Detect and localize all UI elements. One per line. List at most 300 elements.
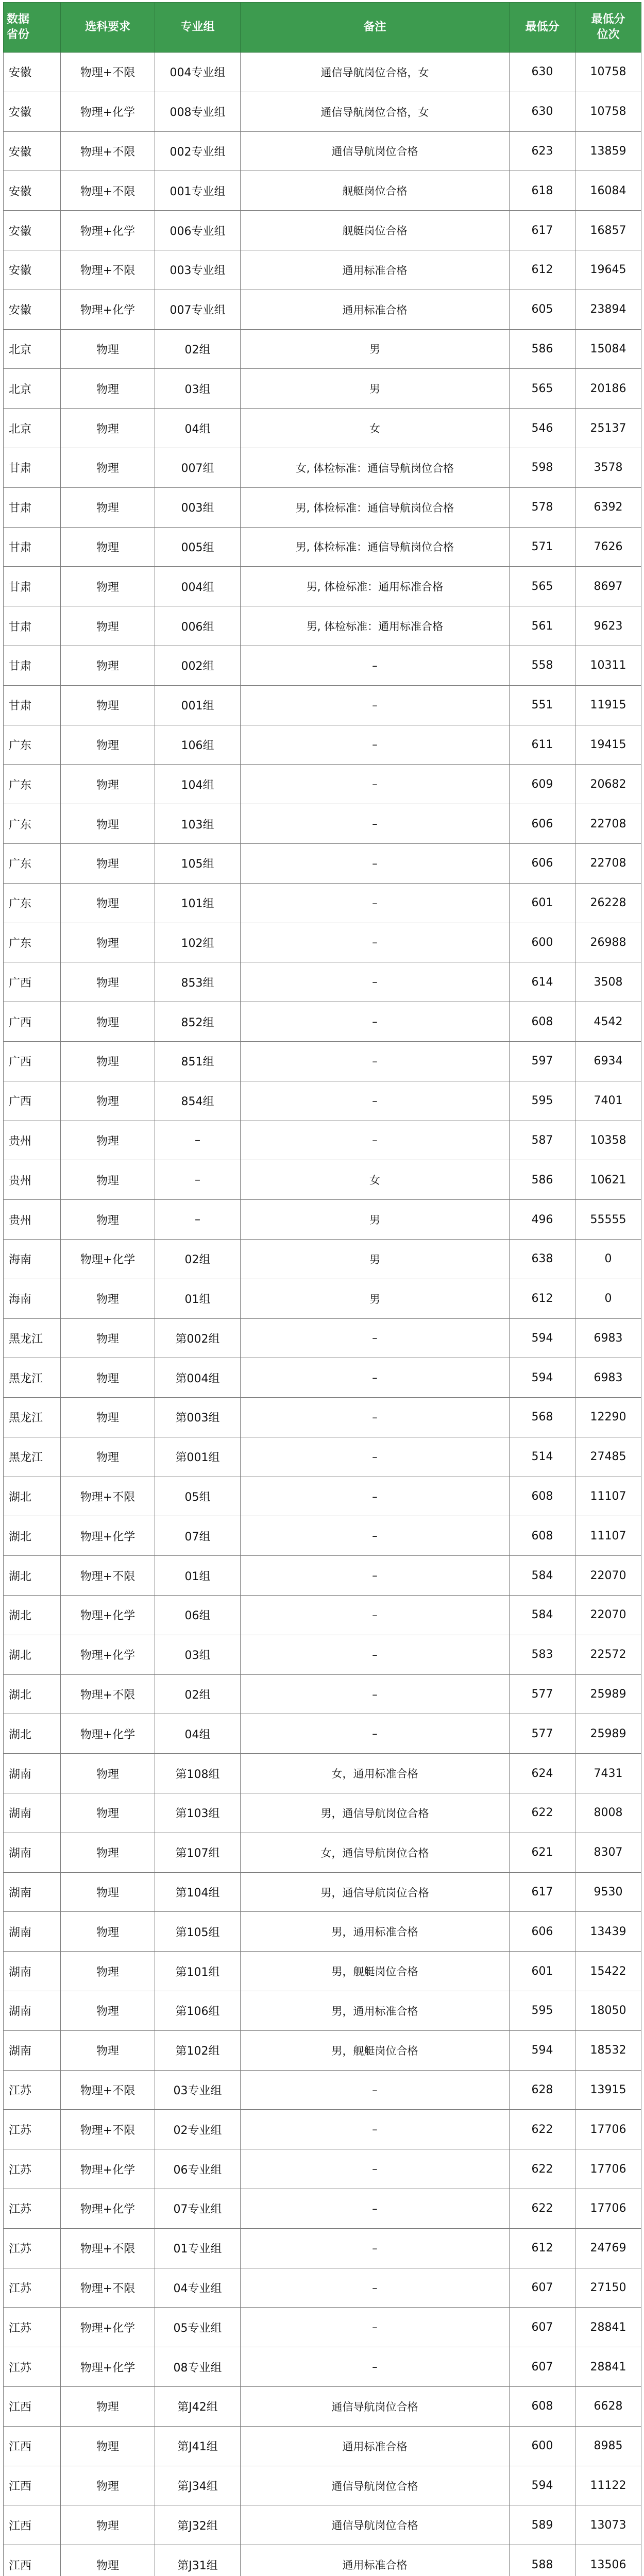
cell-min-score: 608 xyxy=(510,1516,575,1556)
cell-min-score: 630 xyxy=(510,92,575,131)
cell-group: 103组 xyxy=(155,804,241,844)
cell-group: 03组 xyxy=(155,1635,241,1674)
cell-min-score: 621 xyxy=(510,1833,575,1872)
cell-note: – xyxy=(241,883,510,923)
cell-subject: 物理 xyxy=(61,2030,155,2070)
cell-subject: 物理+化学 xyxy=(61,1239,155,1279)
table-row xyxy=(4,369,641,409)
cell-note: 女, 体检标准：通信导航岗位合格 xyxy=(241,448,510,487)
cell-min-rank: 13506 xyxy=(575,2545,641,2576)
cell-subject: 物理 xyxy=(61,2545,155,2576)
cell-subject: 物理+不限 xyxy=(61,53,155,92)
cell-note: 通信导航岗位合格，女 xyxy=(241,92,510,131)
cell-min-rank: 6392 xyxy=(575,487,641,527)
cell-subject: 物理 xyxy=(61,1279,155,1318)
cell-note: 男 xyxy=(241,1239,510,1279)
cell-min-rank: 7401 xyxy=(575,1081,641,1121)
table-row xyxy=(4,1556,641,1596)
cell-group: 第106组 xyxy=(155,1991,241,2031)
table-row xyxy=(4,329,641,369)
cell-min-rank: 24769 xyxy=(575,2228,641,2268)
cell-province: 北京 xyxy=(4,369,61,409)
cell-subject: 物理+不限 xyxy=(61,1674,155,1714)
cell-note: 通信导航岗位合格 xyxy=(241,2505,510,2545)
cell-note: 男，通信导航岗位合格 xyxy=(241,1872,510,1912)
cell-province: 广东 xyxy=(4,843,61,883)
cell-subject: 物理 xyxy=(61,725,155,765)
cell-min-rank: 18050 xyxy=(575,1991,641,2031)
cell-note: – xyxy=(241,1318,510,1358)
cell-subject: 物理 xyxy=(61,567,155,606)
cell-group: 01组 xyxy=(155,1556,241,1596)
cell-province: 湖北 xyxy=(4,1477,61,1516)
cell-min-score: 586 xyxy=(510,1160,575,1200)
cell-min-score: 605 xyxy=(510,290,575,329)
cell-min-rank: 7431 xyxy=(575,1754,641,1793)
cell-note: – xyxy=(241,2268,510,2308)
table-row xyxy=(4,409,641,448)
cell-min-score: 638 xyxy=(510,1239,575,1279)
cell-province: 广西 xyxy=(4,1041,61,1081)
cell-group: 02专业组 xyxy=(155,2110,241,2149)
cell-province: 湖北 xyxy=(4,1714,61,1754)
cell-subject: 物理 xyxy=(61,2466,155,2505)
cell-note: 通信导航岗位合格 xyxy=(241,2387,510,2427)
cell-min-rank: 20186 xyxy=(575,369,641,409)
cell-note: 男 xyxy=(241,1200,510,1240)
cell-group: – xyxy=(155,1200,241,1240)
cell-group: 03专业组 xyxy=(155,2070,241,2110)
cell-group: 第J31组 xyxy=(155,2545,241,2576)
cell-group: 006组 xyxy=(155,606,241,646)
cell-min-rank: 10358 xyxy=(575,1121,641,1160)
cell-min-rank: 6934 xyxy=(575,1041,641,1081)
cell-province: 广西 xyxy=(4,1081,61,1121)
cell-min-score: 606 xyxy=(510,843,575,883)
cell-province: 甘肃 xyxy=(4,646,61,685)
cell-note: – xyxy=(241,923,510,962)
cell-group: 004专业组 xyxy=(155,53,241,92)
cell-subject: 物理 xyxy=(61,843,155,883)
cell-province: 江西 xyxy=(4,2466,61,2505)
cell-group: 002专业组 xyxy=(155,131,241,171)
cell-min-rank: 22708 xyxy=(575,804,641,844)
cell-note: 男, 体检标准：通信导航岗位合格 xyxy=(241,527,510,567)
cell-note: – xyxy=(241,685,510,725)
cell-min-score: 600 xyxy=(510,923,575,962)
table-row xyxy=(4,1239,641,1279)
cell-min-rank: 17706 xyxy=(575,2110,641,2149)
cell-group: 第J34组 xyxy=(155,2466,241,2505)
cell-subject: 物理 xyxy=(61,1200,155,1240)
cell-subject: 物理+化学 xyxy=(61,2189,155,2229)
header-row xyxy=(4,3,641,53)
cell-min-rank: 8008 xyxy=(575,1793,641,1833)
table-row xyxy=(4,804,641,844)
cell-province: 北京 xyxy=(4,329,61,369)
cell-subject: 物理+不限 xyxy=(61,2268,155,2308)
cell-min-score: 546 xyxy=(510,409,575,448)
cell-group: 105组 xyxy=(155,843,241,883)
cell-min-rank: 3578 xyxy=(575,448,641,487)
cell-min-rank: 8697 xyxy=(575,567,641,606)
cell-min-score: 600 xyxy=(510,2426,575,2466)
cell-min-rank: 11122 xyxy=(575,2466,641,2505)
cell-min-rank: 0 xyxy=(575,1279,641,1318)
cell-province: 江西 xyxy=(4,2387,61,2427)
cell-note: – xyxy=(241,2149,510,2189)
cell-min-score: 608 xyxy=(510,1477,575,1516)
cell-province: 黑龙江 xyxy=(4,1398,61,1437)
cell-subject: 物理+不限 xyxy=(61,1556,155,1596)
cell-subject: 物理 xyxy=(61,1912,155,1952)
cell-min-rank: 25989 xyxy=(575,1714,641,1754)
cell-province: 安徽 xyxy=(4,290,61,329)
table-row xyxy=(4,1754,641,1793)
cell-min-rank: 8307 xyxy=(575,1833,641,1872)
cell-subject: 物理 xyxy=(61,329,155,369)
cell-group: 06专业组 xyxy=(155,2149,241,2189)
table-row xyxy=(4,53,641,92)
cell-min-score: 571 xyxy=(510,527,575,567)
cell-group: 05组 xyxy=(155,1477,241,1516)
admission-score-table xyxy=(3,2,641,2576)
cell-note: 通信导航岗位合格 xyxy=(241,131,510,171)
cell-min-score: 630 xyxy=(510,53,575,92)
cell-min-rank: 27150 xyxy=(575,2268,641,2308)
table-row xyxy=(4,487,641,527)
cell-min-rank: 11107 xyxy=(575,1477,641,1516)
cell-subject: 物理 xyxy=(61,606,155,646)
cell-province: 安徽 xyxy=(4,211,61,250)
cell-group: 第108组 xyxy=(155,1754,241,1793)
cell-note: 男，通用标准合格 xyxy=(241,1991,510,2031)
table-row xyxy=(4,2545,641,2576)
cell-subject: 物理+不限 xyxy=(61,1477,155,1516)
cell-group: 02组 xyxy=(155,1239,241,1279)
table-row xyxy=(4,1477,641,1516)
table-row xyxy=(4,211,641,250)
cell-province: 江苏 xyxy=(4,2110,61,2149)
cell-note: – xyxy=(241,1002,510,1042)
cell-min-score: 622 xyxy=(510,2189,575,2229)
cell-province: 湖北 xyxy=(4,1635,61,1674)
table-row xyxy=(4,883,641,923)
cell-province: 北京 xyxy=(4,409,61,448)
cell-min-score: 496 xyxy=(510,1200,575,1240)
table-row xyxy=(4,685,641,725)
cell-province: 安徽 xyxy=(4,250,61,290)
cell-province: 湖南 xyxy=(4,2030,61,2070)
cell-note: – xyxy=(241,1121,510,1160)
cell-min-score: 608 xyxy=(510,1002,575,1042)
cell-note: – xyxy=(241,646,510,685)
cell-note: 男，通信导航岗位合格 xyxy=(241,1793,510,1833)
table-row xyxy=(4,1279,641,1318)
header-subject-requirement: 选科要求 xyxy=(61,3,155,53)
cell-subject: 物理 xyxy=(61,962,155,1002)
cell-subject: 物理 xyxy=(61,2387,155,2427)
cell-province: 江西 xyxy=(4,2426,61,2466)
cell-group: 003专业组 xyxy=(155,250,241,290)
cell-subject: 物理 xyxy=(61,646,155,685)
cell-note: – xyxy=(241,2347,510,2387)
cell-min-rank: 17706 xyxy=(575,2189,641,2229)
cell-group: 第107组 xyxy=(155,1833,241,1872)
cell-subject: 物理+化学 xyxy=(61,2308,155,2347)
cell-note: – xyxy=(241,2189,510,2229)
cell-min-rank: 6628 xyxy=(575,2387,641,2427)
cell-group: 001组 xyxy=(155,685,241,725)
cell-province: 贵州 xyxy=(4,1121,61,1160)
cell-subject: 物理+化学 xyxy=(61,1714,155,1754)
cell-province: 安徽 xyxy=(4,131,61,171)
table-row xyxy=(4,765,641,804)
table-row xyxy=(4,448,641,487)
cell-note: 男，通用标准合格 xyxy=(241,1912,510,1952)
cell-min-rank: 16084 xyxy=(575,171,641,211)
cell-subject: 物理+不限 xyxy=(61,171,155,211)
cell-min-rank: 27485 xyxy=(575,1437,641,1477)
cell-min-rank: 9530 xyxy=(575,1872,641,1912)
table-row xyxy=(4,843,641,883)
cell-note: – xyxy=(241,1398,510,1437)
cell-subject: 物理 xyxy=(61,923,155,962)
cell-min-rank: 8985 xyxy=(575,2426,641,2466)
cell-note: – xyxy=(241,1437,510,1477)
cell-note: 男，舰艇岗位合格 xyxy=(241,2030,510,2070)
cell-min-rank: 13439 xyxy=(575,1912,641,1952)
table-row xyxy=(4,2030,641,2070)
cell-min-score: 609 xyxy=(510,765,575,804)
cell-province: 江西 xyxy=(4,2545,61,2576)
cell-province: 江苏 xyxy=(4,2149,61,2189)
cell-province: 湖南 xyxy=(4,1872,61,1912)
cell-province: 甘肃 xyxy=(4,448,61,487)
cell-subject: 物理 xyxy=(61,1160,155,1200)
cell-min-rank: 25137 xyxy=(575,409,641,448)
cell-province: 湖南 xyxy=(4,1754,61,1793)
cell-province: 广东 xyxy=(4,923,61,962)
cell-province: 湖南 xyxy=(4,1793,61,1833)
cell-min-rank: 25989 xyxy=(575,1674,641,1714)
cell-note: 通用标准合格 xyxy=(241,290,510,329)
cell-note: 通用标准合格 xyxy=(241,2426,510,2466)
table-row xyxy=(4,2426,641,2466)
cell-min-rank: 22070 xyxy=(575,1556,641,1596)
cell-note: 舰艇岗位合格 xyxy=(241,211,510,250)
table-row xyxy=(4,2189,641,2229)
cell-note: 男, 体检标准：通信导航岗位合格 xyxy=(241,487,510,527)
cell-province: 安徽 xyxy=(4,53,61,92)
cell-group: 07专业组 xyxy=(155,2189,241,2229)
cell-min-rank: 3508 xyxy=(575,962,641,1002)
table-row xyxy=(4,1635,641,1674)
cell-min-rank: 19645 xyxy=(575,250,641,290)
cell-province: 甘肃 xyxy=(4,567,61,606)
table-row xyxy=(4,2110,641,2149)
cell-min-rank: 17706 xyxy=(575,2149,641,2189)
cell-group: – xyxy=(155,1121,241,1160)
cell-note: 通用标准合格 xyxy=(241,2545,510,2576)
table-row xyxy=(4,2228,641,2268)
header-major-group: 专业组 xyxy=(155,3,241,53)
table-row xyxy=(4,1081,641,1121)
cell-province: 甘肃 xyxy=(4,685,61,725)
cell-min-score: 606 xyxy=(510,804,575,844)
table-row xyxy=(4,962,641,1002)
cell-province: 贵州 xyxy=(4,1200,61,1240)
cell-min-score: 617 xyxy=(510,1872,575,1912)
table-row xyxy=(4,1318,641,1358)
cell-note: 男 xyxy=(241,1279,510,1318)
cell-min-rank: 12290 xyxy=(575,1398,641,1437)
cell-min-score: 622 xyxy=(510,1793,575,1833)
cell-subject: 物理 xyxy=(61,1872,155,1912)
cell-min-rank: 11915 xyxy=(575,685,641,725)
cell-min-rank: 6983 xyxy=(575,1358,641,1398)
table-row xyxy=(4,250,641,290)
cell-province: 湖北 xyxy=(4,1516,61,1556)
table-row xyxy=(4,1793,641,1833)
table-row xyxy=(4,2466,641,2505)
cell-note: 舰艇岗位合格 xyxy=(241,171,510,211)
cell-subject: 物理 xyxy=(61,1793,155,1833)
cell-subject: 物理 xyxy=(61,2505,155,2545)
cell-province: 安徽 xyxy=(4,92,61,131)
cell-min-rank: 9623 xyxy=(575,606,641,646)
cell-subject: 物理+化学 xyxy=(61,2347,155,2387)
cell-group: 第103组 xyxy=(155,1793,241,1833)
cell-group: 07组 xyxy=(155,1516,241,1556)
cell-group: 01专业组 xyxy=(155,2228,241,2268)
table-row xyxy=(4,1200,641,1240)
cell-note: – xyxy=(241,1556,510,1596)
cell-group: 第J32组 xyxy=(155,2505,241,2545)
cell-min-score: 578 xyxy=(510,487,575,527)
table-row xyxy=(4,1160,641,1200)
table-row xyxy=(4,1912,641,1952)
cell-subject: 物理+化学 xyxy=(61,92,155,131)
cell-subject: 物理+化学 xyxy=(61,290,155,329)
cell-province: 湖南 xyxy=(4,1912,61,1952)
table-row xyxy=(4,2308,641,2347)
cell-min-rank: 13915 xyxy=(575,2070,641,2110)
cell-group: 06组 xyxy=(155,1596,241,1635)
cell-min-rank: 22708 xyxy=(575,843,641,883)
cell-group: 第001组 xyxy=(155,1437,241,1477)
cell-subject: 物理 xyxy=(61,883,155,923)
table-row xyxy=(4,1002,641,1042)
cell-min-rank: 15084 xyxy=(575,329,641,369)
cell-province: 贵州 xyxy=(4,1160,61,1200)
cell-min-score: 597 xyxy=(510,1041,575,1081)
cell-note: – xyxy=(241,1596,510,1635)
cell-subject: 物理+化学 xyxy=(61,1635,155,1674)
cell-min-score: 614 xyxy=(510,962,575,1002)
cell-min-rank: 4542 xyxy=(575,1002,641,1042)
table-row xyxy=(4,2387,641,2427)
cell-min-score: 612 xyxy=(510,2228,575,2268)
cell-group: 102组 xyxy=(155,923,241,962)
cell-min-score: 594 xyxy=(510,2466,575,2505)
cell-note: – xyxy=(241,804,510,844)
cell-min-score: 583 xyxy=(510,1635,575,1674)
table-row xyxy=(4,2268,641,2308)
cell-min-rank: 18532 xyxy=(575,2030,641,2070)
cell-min-score: 628 xyxy=(510,2070,575,2110)
cell-min-score: 584 xyxy=(510,1556,575,1596)
header-province: 数据 省份 xyxy=(4,3,61,53)
cell-min-rank: 22070 xyxy=(575,1596,641,1635)
cell-group: 第102组 xyxy=(155,2030,241,2070)
table-row xyxy=(4,567,641,606)
cell-min-rank: 16857 xyxy=(575,211,641,250)
cell-group: 05专业组 xyxy=(155,2308,241,2347)
cell-min-score: 589 xyxy=(510,2505,575,2545)
cell-subject: 物理 xyxy=(61,685,155,725)
cell-note: 女 xyxy=(241,409,510,448)
cell-min-score: 617 xyxy=(510,211,575,250)
cell-min-score: 588 xyxy=(510,2545,575,2576)
cell-subject: 物理 xyxy=(61,1002,155,1042)
table-row xyxy=(4,725,641,765)
table-row xyxy=(4,1516,641,1556)
table-row xyxy=(4,2347,641,2387)
cell-min-score: 612 xyxy=(510,1279,575,1318)
table-row xyxy=(4,1952,641,1991)
table-row xyxy=(4,1437,641,1477)
cell-province: 江西 xyxy=(4,2505,61,2545)
cell-min-score: 551 xyxy=(510,685,575,725)
cell-province: 海南 xyxy=(4,1239,61,1279)
cell-min-rank: 13073 xyxy=(575,2505,641,2545)
table-row xyxy=(4,1121,641,1160)
cell-group: 第104组 xyxy=(155,1872,241,1912)
table-row xyxy=(4,1358,641,1398)
cell-min-score: 608 xyxy=(510,2387,575,2427)
cell-group: 第J42组 xyxy=(155,2387,241,2427)
table-row xyxy=(4,2070,641,2110)
cell-min-rank: 13859 xyxy=(575,131,641,171)
cell-subject: 物理 xyxy=(61,1833,155,1872)
cell-province: 江苏 xyxy=(4,2308,61,2347)
cell-subject: 物理+不限 xyxy=(61,131,155,171)
cell-subject: 物理+不限 xyxy=(61,2070,155,2110)
cell-province: 湖北 xyxy=(4,1596,61,1635)
cell-group: 006专业组 xyxy=(155,211,241,250)
table-row xyxy=(4,1041,641,1081)
cell-note: – xyxy=(241,1516,510,1556)
cell-note: 女 xyxy=(241,1160,510,1200)
cell-min-rank: 11107 xyxy=(575,1516,641,1556)
cell-min-rank: 15422 xyxy=(575,1952,641,1991)
cell-group: 104组 xyxy=(155,765,241,804)
table-row xyxy=(4,1991,641,2031)
cell-note: – xyxy=(241,843,510,883)
cell-min-rank: 55555 xyxy=(575,1200,641,1240)
table-row xyxy=(4,1398,641,1437)
cell-note: 男 xyxy=(241,329,510,369)
cell-province: 广东 xyxy=(4,725,61,765)
cell-min-score: 594 xyxy=(510,1318,575,1358)
header-min-rank: 最低分 位次 xyxy=(575,3,641,53)
cell-group: 002组 xyxy=(155,646,241,685)
cell-note: – xyxy=(241,1674,510,1714)
cell-note: 女，通用标准合格 xyxy=(241,1754,510,1793)
cell-province: 湖南 xyxy=(4,1833,61,1872)
cell-group: 第101组 xyxy=(155,1952,241,1991)
